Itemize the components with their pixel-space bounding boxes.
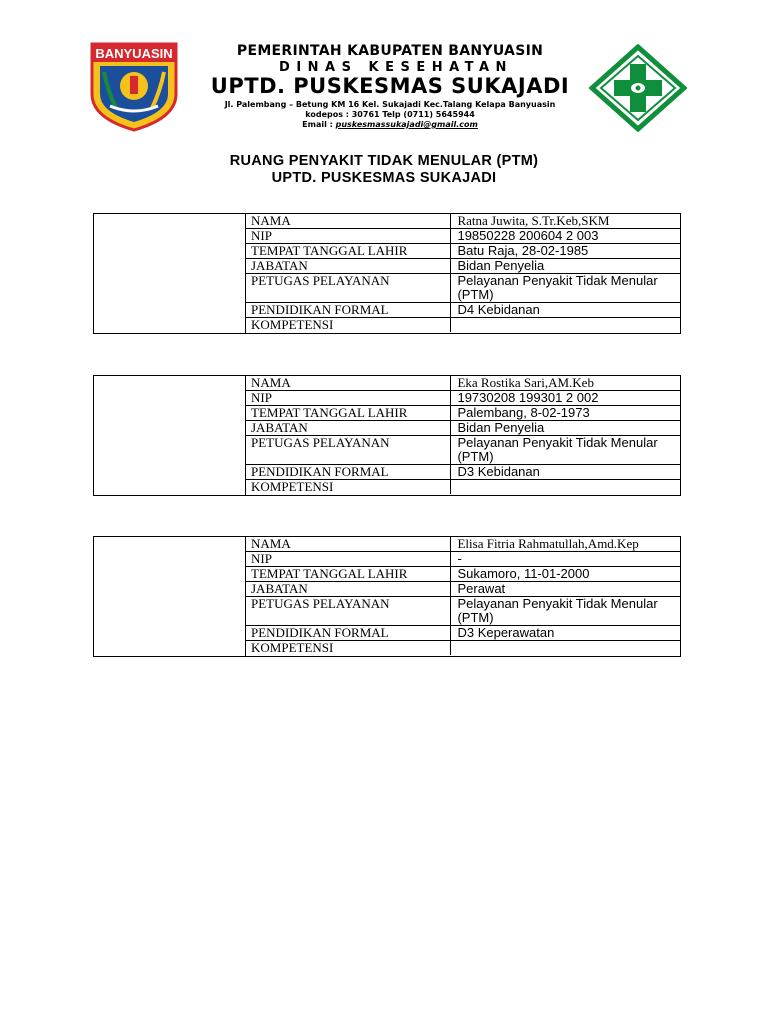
table-row	[245, 318, 681, 333]
staff-card	[93, 375, 681, 496]
page-subtitle: UPTD. PUSKESMAS SUKAJADI	[271, 170, 497, 186]
value-nama: Eka Rostika Sari,AM.Keb	[451, 376, 681, 391]
value-pendidikan: D3 Keperawatan	[451, 626, 681, 641]
label-nama: NAMA	[245, 537, 451, 552]
table-row	[245, 641, 681, 656]
banyuasin-logo	[86, 42, 182, 132]
table-row	[245, 597, 681, 626]
value-nama: Ratna Juwita, S.Tr.Keb,SKM	[451, 214, 681, 229]
table-row	[245, 436, 681, 465]
table-row	[245, 229, 681, 244]
value-jabatan: Perawat	[451, 582, 681, 597]
value-kompetensi	[451, 641, 681, 656]
label-ttl: TEMPAT TANGGAL LAHIR	[245, 244, 451, 259]
table-row	[245, 214, 681, 229]
staff-card	[93, 536, 681, 657]
label-kompetensi: KOMPETENSI	[245, 641, 451, 656]
value-nip: 19850228 200604 2 003	[451, 229, 681, 244]
label-nama: NAMA	[245, 376, 451, 391]
value-petugas: Pelayanan Penyakit Tidak Menular (PTM)	[451, 436, 681, 465]
table-row	[245, 582, 681, 597]
table-row	[245, 303, 681, 318]
table-row	[245, 537, 681, 552]
photo-placeholder	[94, 537, 246, 656]
email-label: Email :	[302, 120, 336, 129]
value-petugas: Pelayanan Penyakit Tidak Menular (PTM)	[451, 274, 681, 303]
label-kompetensi: KOMPETENSI	[245, 480, 451, 495]
address: Jl. Palembang – Betung KM 16 Kel. Sukajadi Kec.Talang Kelapa Banyuasin	[224, 100, 556, 109]
value-jabatan: Bidan Penyelia	[451, 259, 681, 274]
gov-name: PEMERINTAH KABUPATEN BANYUASIN	[236, 43, 544, 59]
value-ttl: Palembang, 8-02-1973	[451, 406, 681, 421]
table-row	[245, 421, 681, 436]
table-row	[245, 626, 681, 641]
label-pendidikan: PENDIDIKAN FORMAL	[245, 626, 451, 641]
table-row	[245, 244, 681, 259]
value-pendidikan: D3 Kebidanan	[451, 465, 681, 480]
table-row	[245, 259, 681, 274]
label-nip: NIP	[245, 229, 451, 244]
value-pendidikan: D4 Kebidanan	[451, 303, 681, 318]
value-kompetensi	[451, 318, 681, 333]
value-nip: 19730208 199301 2 002	[451, 391, 681, 406]
value-kompetensi	[451, 480, 681, 495]
label-nip: NIP	[245, 552, 451, 567]
staff-info-table	[245, 537, 681, 655]
table-row	[245, 465, 681, 480]
label-pendidikan: PENDIDIKAN FORMAL	[245, 465, 451, 480]
email-line	[190, 120, 590, 129]
value-nama: Elisa Fitria Rahmatullah,Amd.Kep	[451, 537, 681, 552]
table-row	[245, 376, 681, 391]
label-pendidikan: PENDIDIKAN FORMAL	[245, 303, 451, 318]
label-petugas: PETUGAS PELAYANAN	[245, 274, 451, 303]
email-link[interactable]: puskesmassukajadi@gmail.com	[335, 120, 478, 129]
value-ttl: Batu Raja, 28-02-1985	[451, 244, 681, 259]
table-row	[245, 480, 681, 495]
label-ttl: TEMPAT TANGGAL LAHIR	[245, 567, 451, 582]
label-petugas: PETUGAS PELAYANAN	[245, 436, 451, 465]
page-title: RUANG PENYAKIT TIDAK MENULAR (PTM)	[229, 153, 539, 169]
label-ttl: TEMPAT TANGGAL LAHIR	[245, 406, 451, 421]
table-row	[245, 552, 681, 567]
logo-text: BANYUASIN	[95, 46, 173, 61]
label-jabatan: JABATAN	[245, 421, 451, 436]
staff-card	[93, 213, 681, 334]
photo-placeholder	[94, 376, 246, 495]
label-petugas: PETUGAS PELAYANAN	[245, 597, 451, 626]
label-jabatan: JABATAN	[245, 582, 451, 597]
puskesmas-logo	[589, 44, 687, 132]
label-nip: NIP	[245, 391, 451, 406]
table-row	[245, 391, 681, 406]
staff-info-table	[245, 214, 681, 332]
label-nama: NAMA	[245, 214, 451, 229]
value-ttl: Sukamoro, 11-01-2000	[451, 567, 681, 582]
table-row	[245, 406, 681, 421]
value-petugas: Pelayanan Penyakit Tidak Menular (PTM)	[451, 597, 681, 626]
contact: kodepos : 30761 Telp (0711) 5645944	[305, 110, 475, 119]
label-jabatan: JABATAN	[245, 259, 451, 274]
institution-name: UPTD. PUSKESMAS SUKAJADI	[210, 74, 570, 98]
value-jabatan: Bidan Penyelia	[451, 421, 681, 436]
photo-placeholder	[94, 214, 246, 333]
label-kompetensi: KOMPETENSI	[245, 318, 451, 333]
department-name: DINAS KESEHATAN	[279, 60, 513, 75]
table-row	[245, 274, 681, 303]
value-nip: -	[451, 552, 681, 567]
staff-info-table	[245, 376, 681, 494]
table-row	[245, 567, 681, 582]
